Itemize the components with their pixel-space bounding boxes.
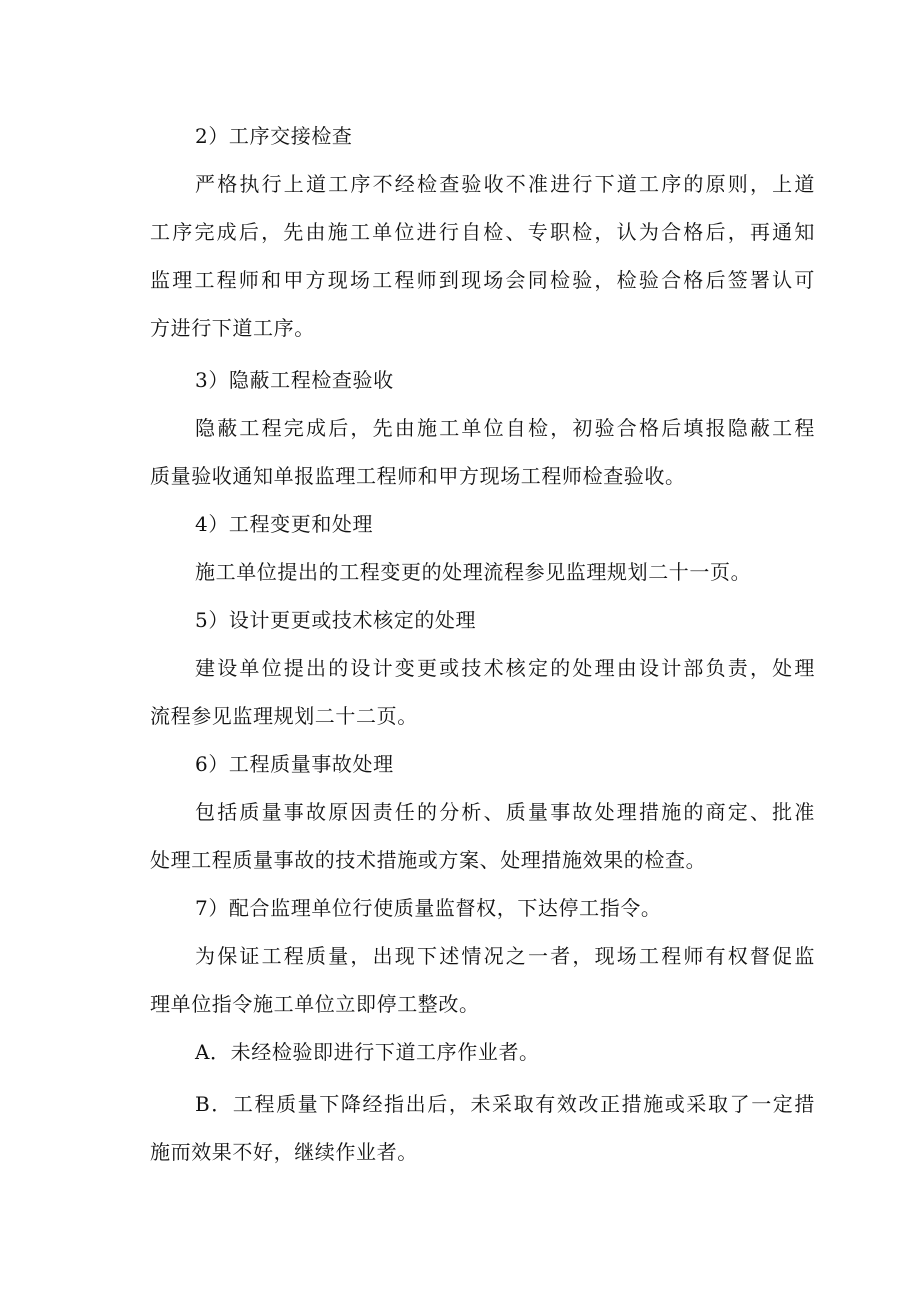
paragraph-line: 处理工程质量事故的技术措施或方案、处理措施效果的检查。 xyxy=(150,848,707,872)
paragraph-line: 严格执行上道工序不经检查验收不准进行下道工序的原则，上道 xyxy=(195,172,815,196)
paragraph-line: 建设单位提出的设计变更或技术核定的处理由设计部负责，处理 xyxy=(195,656,815,680)
paragraph-line: 监理工程师和甲方现场工程师到现场会同检验，检验合格后签署认可 xyxy=(150,268,815,292)
paragraph-line: 包括质量事故原因责任的分析、质量事故处理措施的商定、批准 xyxy=(195,800,815,824)
paragraph-line: 方进行下道工序。 xyxy=(150,316,315,340)
paragraph-line: 流程参见监理规划二十二页。 xyxy=(150,704,418,728)
paragraph-line: 理单位指令施工单位立即停工整改。 xyxy=(150,992,480,1016)
heading-7-stop-work-order: 7）配合监理单位行使质量监督权，下达停工指令。 xyxy=(195,896,662,920)
heading-5-design-change-review: 5）设计更更或技术核定的处理 xyxy=(195,608,477,632)
paragraph-line: 施工单位提出的工程变更的处理流程参见监理规划二十一页。 xyxy=(195,560,752,584)
list-item-b: B．工程质量下降经指出后，未采取有效改正措施或采取了一定措 xyxy=(195,1092,815,1116)
heading-3-concealed-work-inspection: 3）隐蔽工程检查验收 xyxy=(195,368,394,392)
paragraph-line: 隐蔽工程完成后，先由施工单位自检，初验合格后填报隐蔽工程 xyxy=(195,416,815,440)
heading-6-quality-accident-handling: 6）工程质量事故处理 xyxy=(195,752,394,776)
list-item-a: A．未经检验即进行下道工序作业者。 xyxy=(195,1040,540,1064)
list-item-b-continuation: 施而效果不好，继续作业者。 xyxy=(150,1140,418,1164)
heading-2-process-handover-inspection: 2）工序交接检查 xyxy=(195,124,353,148)
paragraph-line: 质量验收通知单报监理工程师和甲方现场工程师检查验收。 xyxy=(150,464,686,488)
paragraph-line: 为保证工程质量，出现下述情况之一者，现场工程师有权督促监 xyxy=(195,944,815,968)
paragraph-line: 工序完成后，先由施工单位进行自检、专职检，认为合格后，再通知 xyxy=(150,220,815,244)
heading-4-engineering-change: 4）工程变更和处理 xyxy=(195,512,374,536)
